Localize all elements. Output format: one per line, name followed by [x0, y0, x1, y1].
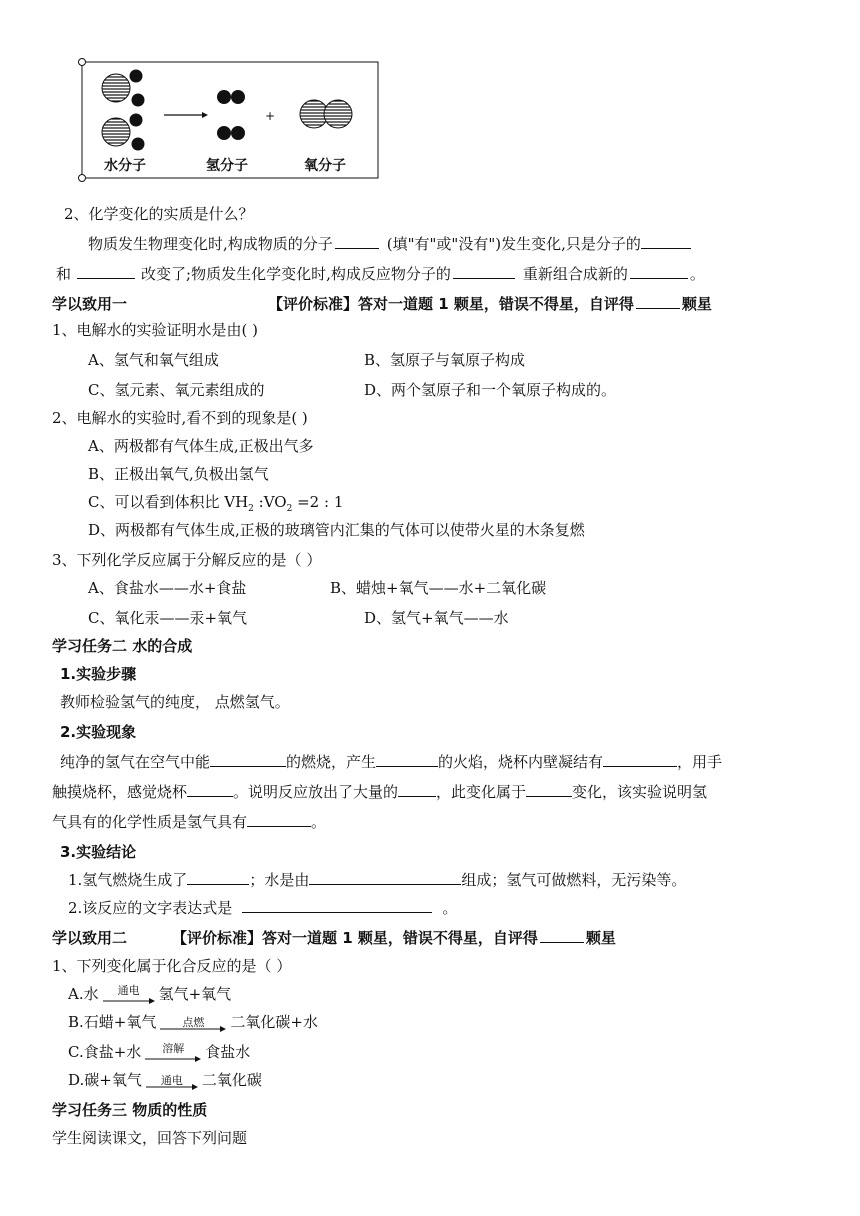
blank-8[interactable] [603, 752, 677, 767]
arrow-icon [103, 997, 155, 1005]
conclusion-line1: 1.氢气燃烧生成了 ；水是由 组成；氢气可做燃料，无污染等。 [68, 871, 687, 889]
qa2-option-b[interactable]: B、正极出氧气,负极出氢气 [88, 465, 269, 483]
q2-line2: 和 改变了;物质发生化学变化时,构成反应物分子的 重新组合成新的 。 [56, 265, 705, 283]
qa3-option-a[interactable]: A、食盐水——水+食盐 [88, 579, 247, 597]
apply2-q1-stem: 1、下列变化属于化合反应的是（ ） [52, 957, 292, 975]
apply2-option-b[interactable]: B.石蜡+氧气 点燃 二氧化碳+水 [68, 1013, 318, 1031]
qa2-stem: 2、电解水的实验时,看不到的现象是( ) [52, 409, 308, 427]
qa1-option-a[interactable]: A、氢气和氧气组成 [88, 351, 219, 369]
blank-3[interactable] [77, 264, 135, 279]
reaction-arrow: 溶解 [145, 1043, 201, 1063]
blank-6[interactable] [210, 752, 286, 767]
task2-phenomenon-heading: 2.实验现象 [60, 723, 137, 741]
arrow-icon [145, 1055, 201, 1063]
blank-9[interactable] [187, 782, 233, 797]
water-molecule-1 [102, 70, 145, 107]
reaction-arrow: 点燃 [160, 1013, 226, 1033]
apply2-option-d[interactable]: D.碳+氧气 通电 二氧化碳 [68, 1071, 262, 1089]
apply1-criteria: 【评价标准】答对一道题 1 颗星，错误不得星，自评得 颗星 [268, 295, 712, 313]
phenomenon-line1: 纯净的氢气在空气中能 的燃烧，产生 的火焰，烧杯内壁凝结有 ，用手 [60, 753, 723, 771]
apply2-option-c[interactable]: C.食盐+水 溶解 食盐水 [68, 1042, 251, 1061]
qa3-stem: 3、下列化学反应属于分解反应的是（ ） [52, 551, 322, 569]
plus-sign: + [265, 109, 276, 123]
task3-heading: 学习任务三 物质的性质 [52, 1101, 208, 1119]
hydrogen-molecule-1 [217, 90, 245, 104]
reaction-arrow: 通电 [103, 985, 155, 1005]
blank-10[interactable] [398, 782, 436, 797]
task3-text: 学生阅读课文，回答下列问题 [52, 1129, 248, 1147]
blank-13[interactable] [187, 870, 249, 885]
task2-conclusion-heading: 3.实验结论 [60, 843, 137, 861]
conclusion-line2: 2.该反应的文字表达式是 。 [68, 899, 458, 917]
phenomenon-line3: 气具有的化学性质是氢气具有 。 [52, 813, 327, 831]
qa3-option-b[interactable]: B、蜡烛+氧气——水+二氧化碳 [330, 579, 547, 597]
q2-title: 2、化学变化的实质是什么？ [64, 205, 254, 223]
blank-12[interactable] [247, 812, 311, 827]
blank-2[interactable] [641, 234, 691, 249]
blank-7[interactable] [376, 752, 438, 767]
hydrogen-molecule-2 [217, 126, 245, 140]
blank-stars-1[interactable] [636, 294, 680, 309]
apply1-heading: 学以致用一 [52, 295, 128, 313]
qa2-option-c[interactable]: C、可以看到体积比 $VH_2$ $:VO_2 =2$ : 1 [88, 493, 344, 514]
blank-5[interactable] [630, 264, 688, 279]
label-oxygen-molecule: 氧分子 [304, 158, 346, 174]
qa3-option-d[interactable]: D、氢气+氧气——水 [364, 609, 509, 627]
apply2-criteria: 【评价标准】答对一道题 1 颗星，错误不得星，自评得 颗星 [172, 929, 616, 947]
task2-step-heading: 1.实验步骤 [60, 665, 137, 683]
task2-heading: 学习任务二 水的合成 [52, 637, 193, 655]
qa3-option-c[interactable]: C、氧化汞——汞+氧气 [88, 609, 248, 627]
label-hydrogen-molecule: 氢分子 [206, 158, 248, 174]
molecule-diagram [76, 58, 380, 182]
qa1-stem: 1、电解水的实验证明水是由( ) [52, 321, 259, 339]
phenomenon-line2: 触摸烧杯，感觉烧杯 。说明反应放出了大量的 ，此变化属于 变化，该实验说明氢 [52, 783, 708, 801]
blank-14[interactable] [309, 870, 461, 885]
blank-11[interactable] [526, 782, 572, 797]
blank-15[interactable] [242, 898, 432, 913]
label-water-molecule: 水分子 [104, 158, 146, 174]
qa1-option-b[interactable]: B、氢原子与氧原子构成 [364, 351, 526, 369]
q2-line1: 物质发生物理变化时,构成物质的分子 (填"有"或"没有")发生变化,只是分子的 [88, 234, 691, 254]
qa1-option-d[interactable]: D、两个氢原子和一个氧原子构成的。 [364, 381, 617, 399]
qa2-option-a[interactable]: A、两极都有气体生成,正极出气多 [88, 437, 314, 455]
apply2-option-a[interactable]: A.水 通电 氢气+氧气 [68, 984, 232, 1003]
blank-1[interactable] [335, 234, 379, 249]
blank-stars-2[interactable] [540, 928, 584, 943]
water-molecule-2 [102, 114, 145, 151]
oxygen-molecule [300, 100, 352, 128]
reaction-arrow: 通电 [146, 1071, 198, 1091]
qa2-option-d[interactable]: D、两极都有气体生成,正极的玻璃管内汇集的气体可以使带火星的木条复燃 [88, 521, 585, 539]
arrow-icon [160, 1025, 226, 1033]
arrow-icon [146, 1083, 198, 1091]
task2-step-text: 教师检验氢气的纯度， 点燃氢气。 [60, 693, 290, 711]
apply2-heading: 学以致用二 [52, 929, 128, 947]
qa1-option-c[interactable]: C、氢元素、氧元素组成的 [88, 381, 265, 399]
blank-4[interactable] [453, 264, 515, 279]
